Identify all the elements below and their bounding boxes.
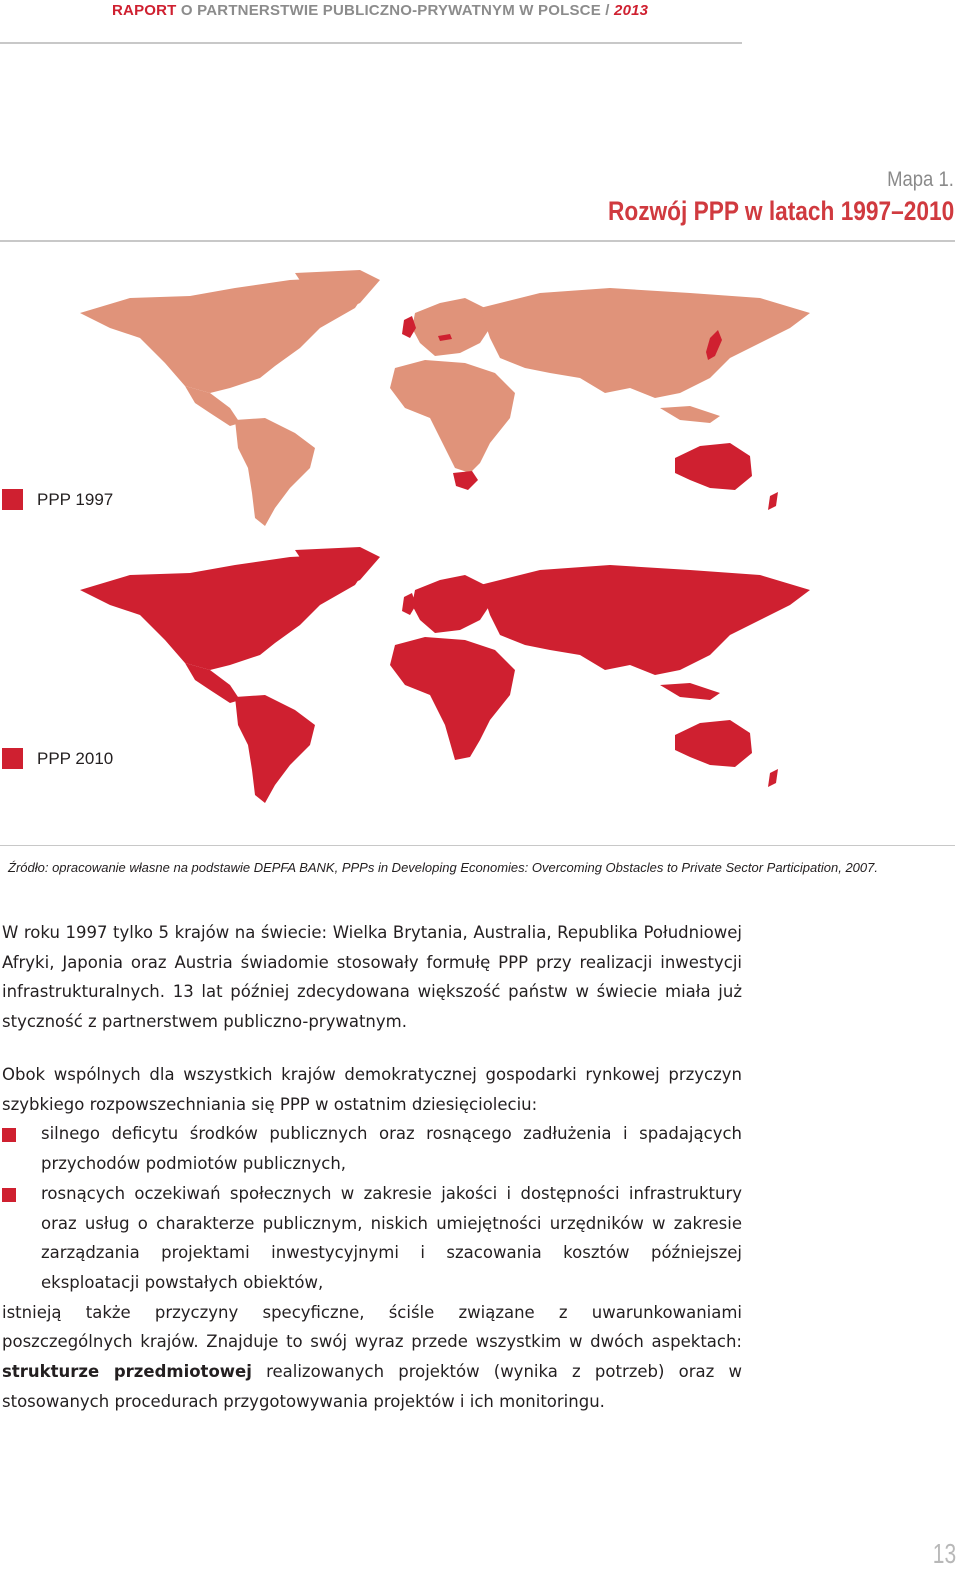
outro-text-2: realizowanych projektów (wynika z potrzeb) oraz w stosowanych procedurach przygotowywania projektów i ich monitoringu. — [2, 1362, 742, 1411]
header-prefix: RAPORT — [112, 2, 177, 19]
source-divider — [0, 845, 955, 846]
title-divider — [0, 240, 955, 242]
paragraph-2 — [2, 1060, 742, 1416]
bullet-item — [2, 1179, 742, 1298]
world-map-2010 — [70, 545, 830, 805]
header-title: O PARTNERSTWIE PUBLICZNO-PRYWATNYM W POLSCE — [180, 2, 601, 19]
figure-number: Mapa 1. — [887, 168, 954, 191]
page-number: 13 — [932, 1538, 956, 1569]
ppp-regions-2010 — [80, 555, 810, 803]
bullet-square-icon — [2, 1128, 16, 1142]
paragraph-1: W roku 1997 tylko 5 krajów na świecie: Wielka Brytania, Australia, Republika Południowej Afryki, Japonia oraz Austria świadomie stosowały formułę PPP przy realizacji inwestycji infrastrukturalnych. 13 lat później zdecydowana większość państw w świecie miała już styczność z partnerstwem publiczno-prywatnym. — [2, 923, 742, 1032]
header-year: 2013 — [614, 2, 649, 19]
legend-label-2010: PPP 2010 — [37, 748, 114, 768]
running-header — [112, 2, 648, 19]
outro-text-1: istnieją także przyczyny specyficzne, ściśle związane z uwarunkowaniami poszczególnych krajów. Znajduje to swój wyraz przede wszystkim w dwóch aspektach: — [2, 1302, 742, 1352]
header-divider — [0, 42, 742, 44]
outro-bold: strukturze przedmiotowej — [2, 1362, 252, 1382]
bullet-item — [2, 1119, 742, 1178]
world-map-1997 — [70, 268, 830, 528]
bullet-text-2: rosnących oczekiwań społecznych w zakresie jakości i dostępności infrastruktury oraz usług o charakterze publicznym, niskich umiejętności urzędników w zakresie zarządzania projektami inwestycyjnymi i szacowania kosztów późniejszej eksploatacji powstałych obiektów, — [41, 1183, 742, 1292]
legend-swatch-1997 — [2, 489, 23, 510]
paragraph-2-outro — [2, 1298, 742, 1417]
bullet-text-1: silnego deficytu środków publicznych oraz rosnącego zadłużenia i spadających przychodów podmiotów publicznych, — [41, 1124, 742, 1174]
legend-label-1997: PPP 1997 — [37, 489, 114, 509]
legend-ppp-2010 — [2, 748, 113, 769]
bullet-square-icon — [2, 1188, 16, 1202]
paragraph-2-intro: Obok wspólnych dla wszystkich krajów demokratycznej gospodarki rynkowej przyczyn szybkiego rozpowszechniania się PPP w ostatnim dziesięcioleciu: — [2, 1065, 742, 1114]
figure-source: Źródło: opracowanie własne na podstawie DEPFA BANK, PPPs in Developing Economies: Overcoming Obstacles to Private Sector Participation, 2007. — [8, 860, 878, 875]
header-separator: / — [605, 2, 610, 19]
non-ppp-regions-1997 — [80, 270, 810, 526]
legend-swatch-2010 — [2, 748, 23, 769]
legend-ppp-1997 — [2, 489, 113, 510]
figure-title: Rozwój PPP w latach 1997–2010 — [607, 196, 954, 226]
